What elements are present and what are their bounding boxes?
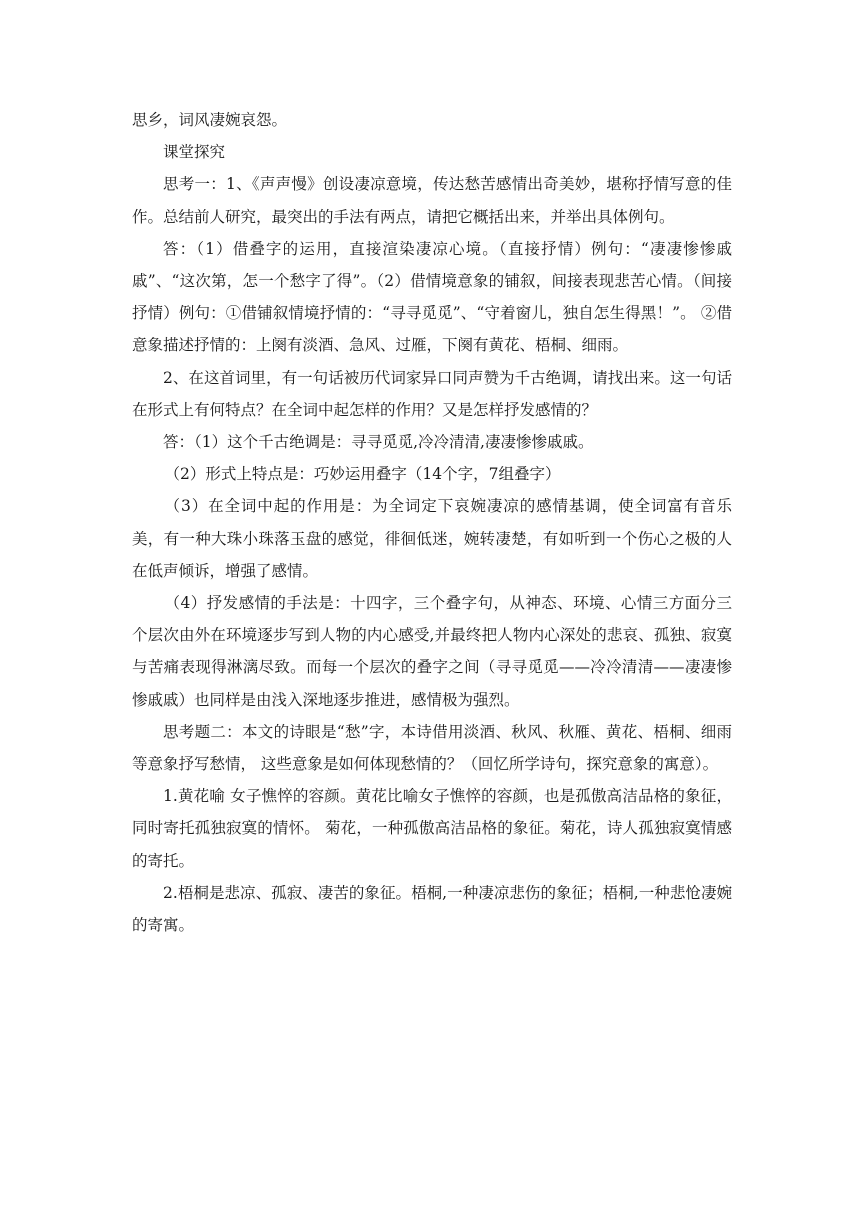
question-two: 2、在这首词里，有一句话被历代词家异口同声赞为千古绝调，请找出来。这一句话在形式上有何特点？在全词中起怎样的作用？又是怎样抒发感情的？ [132, 368, 732, 419]
answer-two-part-2: （2）形式上特点是：巧妙运用叠字（14个字，7组叠字） [164, 465, 561, 484]
imagery-item-1: 1.黄花喻 女子憔悴的容颜。黄花比喻女子憔悴的容颜，也是孤傲高洁品格的象征，同时寄托孤独寂寞的情怀。 菊花，一种孤傲高洁品格的象征。菊花，诗人孤独寂寞情感的寄托。 [132, 787, 732, 870]
answer-two-part-4: （4）抒发感情的手法是：十四字，三个叠字句，从神态、环境、心情三方面分三个层次由外在环境逐步写到人物的内心感受,并最终把人物内心深处的悲哀、孤独、寂寞与苦痛表现得淋漓尽致。而每一个层次的叠字之间（寻寻觅觅——冷冷清清——凄凄惨惨戚戚）也同样是由浅入深地逐步推进，感情极为强烈。 [132, 594, 732, 709]
paragraph-continuation: 思乡，词风凄婉哀怨。 [132, 111, 288, 129]
section-heading: 课堂探究 [163, 143, 226, 162]
document-body [132, 104, 732, 941]
question-one: 思考一：1、《声声慢》创设凄凉意境，传达愁苦感情出奇美妙，堪称抒情写意的佳作。总结前人研究，最突出的手法有两点，请把它概括出来，并举出具体例句。 [132, 175, 732, 226]
answer-one: 答：（1）借叠字的运用，直接渲染凄凉心境。（直接抒情）例句：“凄凄惨惨戚戚”、“这次第，怎一个愁字了得”。（2）借情境意象的铺叙，间接表现悲苦心情。（间接抒情）例句：①借铺叙情境抒情的：“寻寻觅觅”、“守着窗儿，独自怎生得黑！”。 ②借意象描述抒情的：上阕有淡酒、急风、过雁，下阕有黄花、梧桐、细雨。 [132, 239, 732, 355]
answer-two-part-3: （3）在全词中起的作用是：为全词定下哀婉凄凉的感情基调，使全词富有音乐美，有一种大珠小珠落玉盘的感觉，徘徊低迷，婉转凄楚，有如听到一个伤心之极的人在低声倾诉，增强了感情。 [132, 497, 732, 580]
answer-two-part-1: 答：（1）这个千古绝调是：寻寻觅觅,冷冷清清,凄凄惨惨戚戚。 [163, 433, 594, 452]
question-three: 思考题二：本文的诗眼是“愁”字，本诗借用淡酒、秋风、秋雁、黄花、梧桐、细雨等意象抒写愁情， 这些意象是如何体现愁情的？（回忆所学诗句，探究意象的寓意）。 [132, 722, 732, 774]
imagery-item-2: 2.梧桐是悲凉、孤寂、凄苦的象征。梧桐,一种凄凉悲伤的象征；梧桐,一种悲怆凄婉的寄寓。 [132, 883, 732, 935]
